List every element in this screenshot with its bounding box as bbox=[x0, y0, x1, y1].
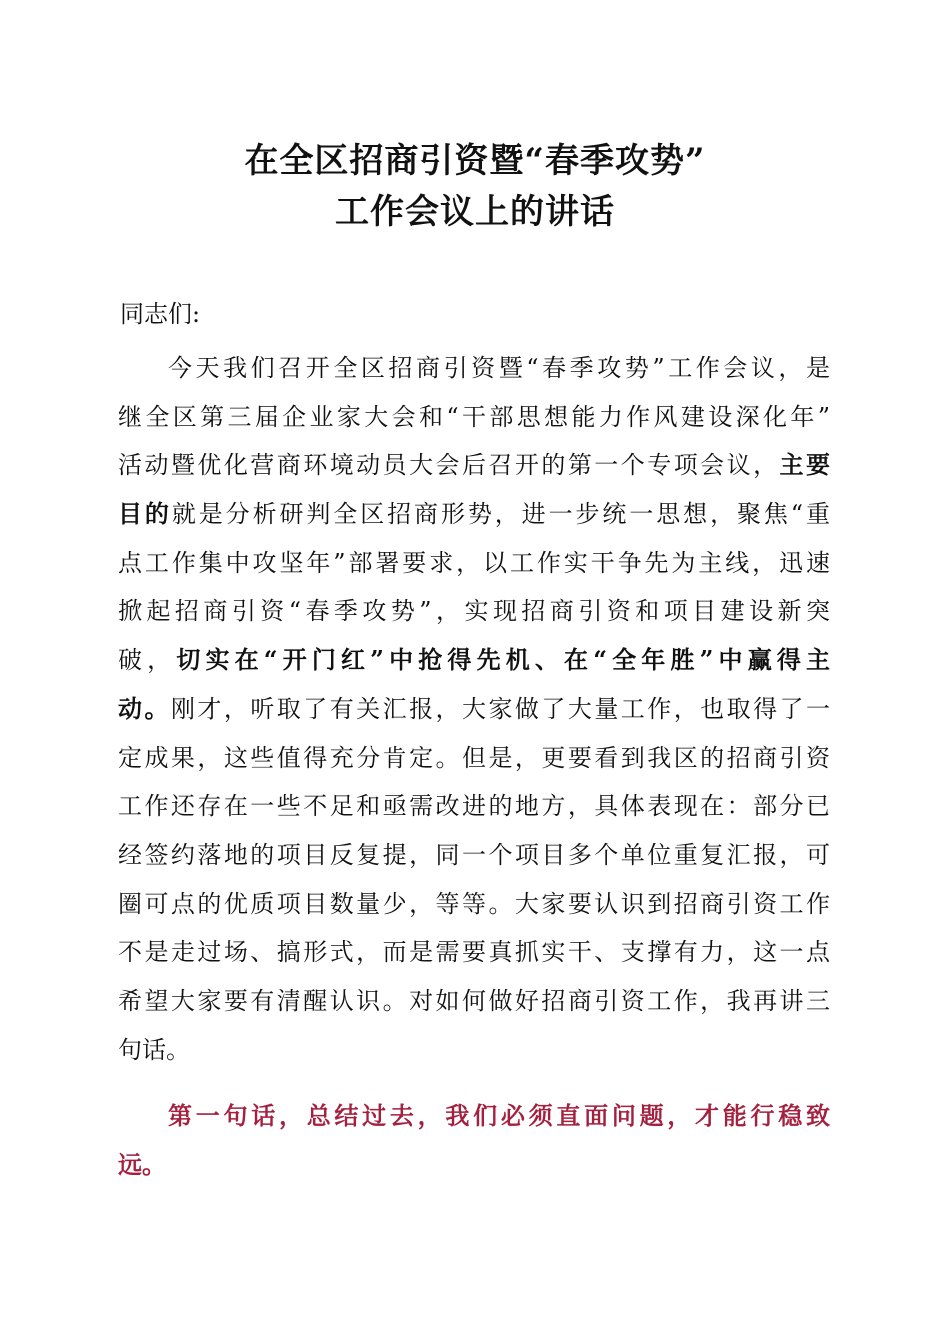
emphasis-text: 动。 bbox=[118, 693, 171, 723]
paragraph-line: 继全区第三届企业家大会和“干部思想能力作风建设深化年” bbox=[118, 402, 830, 431]
title-line-1: 在全区招商引资暨“春季攻势” bbox=[244, 141, 706, 181]
heading-line: 第一句话，总结过去，我们必须直面问题，才能行稳致 bbox=[168, 1101, 830, 1130]
paragraph-1 bbox=[118, 344, 830, 1074]
line-text: 刚才，听取了有关汇报，大家做了大量工作，也取得了一 bbox=[170, 694, 831, 723]
paragraph-line: 定成果，这些值得充分肯定。但是，更要看到我区的招商引资 bbox=[118, 743, 830, 772]
emphasis-text: 目的 bbox=[118, 499, 172, 529]
emphasis-text: 切实在“开门红”中抢得先机、在“全年胜”中赢得主 bbox=[176, 645, 831, 675]
line-text: 破， bbox=[118, 646, 177, 675]
paragraph-line: 不是走过场、搞形式，而是需要真抓实干、支撑有力，这一点 bbox=[118, 938, 830, 967]
line-text: 就是分析研判全区招商形势，进一步统一思想，聚焦“重 bbox=[171, 500, 830, 529]
heading-line: 远。 bbox=[118, 1149, 166, 1179]
paragraph-line: 点工作集中攻坚年”部署要求，以工作实干争先为主线，迅速 bbox=[118, 548, 830, 577]
paragraph-line bbox=[118, 636, 830, 685]
paragraph-line bbox=[118, 441, 830, 490]
paragraph-line: 工作还存在一些不足和亟需改进的地方，具体表现在：部分已 bbox=[118, 792, 830, 821]
paragraph-line: 今天我们召开全区招商引资暨“春季攻势”工作会议，是 bbox=[168, 354, 830, 382]
salutation: 同志们: bbox=[120, 300, 201, 328]
line-text: 活动暨优化营商环境动员大会后召开的第一个专项会议， bbox=[118, 451, 780, 480]
paragraph-line: 句话。 bbox=[118, 1035, 190, 1064]
paragraph-line: 圈可点的优质项目数量少，等等。大家要认识到招商引资工作 bbox=[118, 889, 830, 918]
paragraph-line bbox=[118, 490, 830, 539]
paragraph-line: 希望大家要有清醒认识。对如何做好招商引资工作，我再讲三 bbox=[118, 986, 830, 1015]
title-line-2: 工作会议上的讲话 bbox=[335, 192, 615, 232]
emphasis-text: 主要 bbox=[779, 450, 831, 480]
paragraph-line bbox=[118, 685, 830, 734]
paragraph-line: 经签约落地的项目反复提，同一个项目多个单位重复汇报，可 bbox=[118, 840, 830, 869]
paragraph-line: 掀起招商引资“春季攻势”，实现招商引资和项目建设新突 bbox=[118, 597, 830, 626]
section-heading-1 bbox=[118, 1092, 830, 1189]
